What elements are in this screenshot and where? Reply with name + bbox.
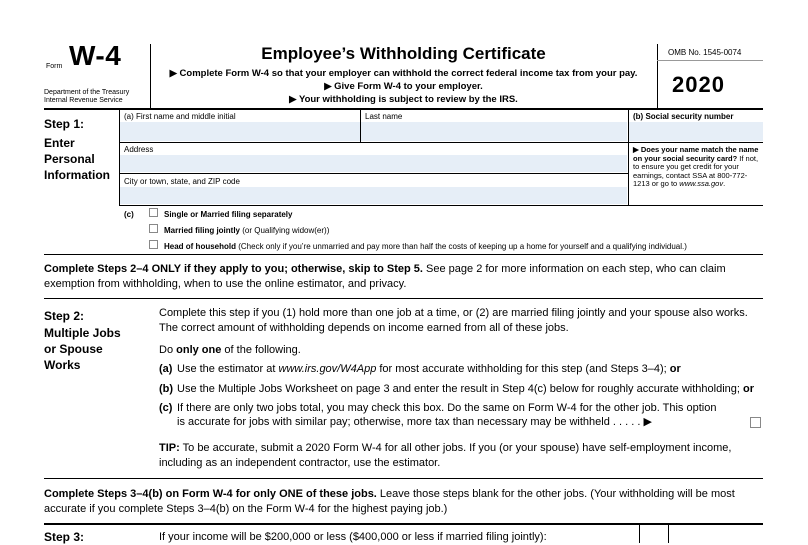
last-name-label: Last name [365, 112, 403, 121]
option-b-text [177, 382, 754, 397]
tax-year: 2020 [672, 72, 725, 97]
option-a-pre: Use the estimator at [177, 363, 279, 375]
ssn-label: (b) Social security number [633, 112, 734, 121]
step1-title-line1: Enter [44, 136, 75, 150]
option-c-line2: is accurate for jobs with similar pay; otherwise, more tax than necessary may be withheld . . . . . ▶ [177, 416, 652, 428]
address-label: Address [124, 145, 154, 154]
steps-3-4-note [44, 487, 763, 517]
option-a-text [177, 362, 681, 377]
steps-3-4-note-text: Leave those steps blank for the other jobs. (Your withholding will be most accurate if you complete Steps 3–4(b) on the Form W-4 for the highest paying job.) [44, 488, 735, 515]
step2-title-line1: Multiple Jobs [44, 326, 121, 340]
step2-title-line2: or Spouse [44, 342, 103, 356]
ssn-field[interactable] [629, 122, 763, 141]
step2-intro: Complete this step if you (1) hold more than one job at a time, or (2) are married filing jointly and your spouse also works. The correct amount of withholding depends on income earned from all of these jobs. [159, 307, 748, 334]
do-only-one [159, 343, 301, 358]
step3-label: Step 3: [44, 530, 85, 544]
tip-text: To be accurate, submit a 2020 Form W-4 for all other jobs. If you (or your spouse) have self-employment income, including as an independent contractor, use the estimator. [159, 442, 732, 469]
steps-2-4-note [44, 262, 763, 292]
first-name-label: (a) First name and middle initial [124, 112, 236, 121]
married-joint-label-bold: Married filing jointly [164, 226, 241, 235]
name-match-note [633, 146, 763, 189]
name-match-note-end: . [723, 179, 726, 188]
single-label: Single or Married filing separately [164, 210, 293, 219]
do-only-pre: Do [159, 344, 177, 356]
two-jobs-checkbox[interactable] [750, 417, 761, 428]
option-c-line1: If there are only two jobs total, you may check this box. Do the same on Form W-4 for the other job. This option [177, 402, 717, 414]
steps-3-4-note-bold: Complete Steps 3–4(b) on Form W-4 for only ONE of these jobs. [44, 488, 377, 500]
option-c-marker: (c) [159, 402, 173, 414]
step1-title-line2: Personal [44, 152, 95, 166]
step2-tip [159, 441, 763, 471]
step1-label: Step 1: [44, 117, 85, 131]
married-joint-label-rest: (or Qualifying widow(er)) [240, 226, 330, 235]
option-a-or: or [669, 363, 681, 375]
tip-label: TIP: [159, 442, 180, 454]
form-word: Form [46, 63, 63, 70]
do-only-post: of the following. [221, 344, 301, 356]
city-label: City or town, state, and ZIP code [124, 177, 240, 186]
omb-number: OMB No. 1545-0074 [668, 48, 742, 57]
step1-title-line3: Information [44, 168, 110, 182]
step2-label: Step 2: [44, 309, 85, 323]
steps-2-4-note-bold: Complete Steps 2–4 ONLY if they apply to you; otherwise, skip to Step 5. [44, 263, 423, 275]
option-a-post: for most accurate withholding for this step (and Steps 3–4); [376, 363, 670, 375]
dept-line2: Internal Revenue Service [44, 97, 123, 104]
option-b-marker: (b) [159, 383, 174, 395]
last-name-field[interactable] [361, 122, 627, 141]
filing-status-marker: (c) [124, 210, 134, 219]
form-name: W-4 [69, 40, 122, 71]
address-field[interactable] [120, 155, 627, 172]
instruction-line2: ▶ Give Form W-4 to your employer. [324, 81, 483, 92]
do-only-bold: only one [176, 344, 222, 356]
name-match-note-bold: ▶ Does your name match the name on your social security card? [633, 145, 759, 163]
estimator-link[interactable]: www.irs.gov/W4App [278, 363, 377, 375]
single-checkbox[interactable] [149, 208, 158, 217]
option-b-main: Use the Multiple Jobs Worksheet on page 3 and enter the result in Step 4(c) below for roughly accurate withholding; [177, 383, 744, 395]
instruction-line3: ▶ Your withholding is subject to review by the IRS. [289, 94, 518, 105]
hoh-label-bold: Head of household [164, 242, 236, 251]
step2-title-line3: Works [44, 358, 81, 372]
head-of-household-checkbox[interactable] [149, 240, 158, 249]
head-of-household-label [164, 242, 687, 251]
option-b-or: or [743, 383, 755, 395]
first-name-field[interactable] [120, 122, 360, 141]
ssa-link[interactable]: www.ssa.gov [679, 179, 724, 188]
steps-2-4-note-text: See page 2 for more information on each step, who can claim exemption from withholding, when to use the online estimator, and privacy. [44, 263, 726, 290]
dept-line1: Department of the Treasury [44, 89, 130, 96]
name-match-note-text: If not, to ensure you get credit for your earnings, contact SSA at 800-772-1213 or go to [633, 153, 759, 188]
city-field[interactable] [120, 187, 627, 204]
married-joint-label [164, 226, 329, 235]
hoh-label-rest: (Check only if you’re unmarried and pay more than half the costs of keeping up a home for yourself and a qualifying individual.) [236, 242, 687, 251]
option-a-marker: (a) [159, 363, 173, 375]
step3-line1: If your income will be $200,000 or less ($400,000 or less if married filing jointly): [159, 531, 547, 543]
married-joint-checkbox[interactable] [149, 224, 158, 233]
instruction-line1: ▶ Complete Form W-4 so that your employer can withhold the correct federal income tax from your pay. [169, 68, 638, 79]
page-title: Employee’s Withholding Certificate [261, 44, 546, 63]
